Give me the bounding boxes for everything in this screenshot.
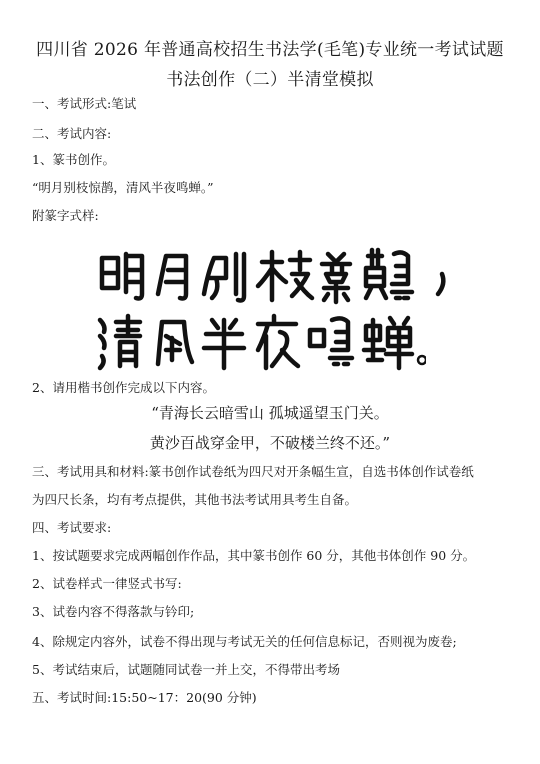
seal-glyphs-row-1 [96,244,456,308]
requirement-4: 4、除规定内容外，试卷不得出现与考试无关的任何信息标记，否则视为废卷; [32,634,457,649]
section-exam-format: 一、考试形式:笔试 [32,96,137,111]
seal-glyphs-row-2 [96,310,426,374]
requirement-3: 3、试卷内容不得落款与钤印; [32,604,195,619]
seal-sample-row-2 [96,310,426,374]
section-exam-time: 五、考试时间:15:50~17：20(90 分钟) [32,690,257,705]
requirement-2: 2、试卷样式一律竖式书写: [32,576,182,591]
exam-title: 四川省 2026 年普通高校招生书法学(毛笔)专业统一考试试题 [36,40,504,60]
section-requirements: 四、考试要求: [32,520,112,535]
seal-sample-label: 附篆字式样: [32,208,99,223]
exam-subtitle: 书法创作（二）半清堂模拟 [166,70,374,90]
requirement-5: 5、考试结束后，试题随同试卷一并上交，不得带出考场 [32,662,340,677]
section-materials-line-2: 为四尺长条，均有考点提供，其他书法考试用具考生自备。 [32,492,358,507]
item-regular-script: 2、请用楷书创作完成以下内容。 [32,380,215,395]
poem-line-2: 黄沙百战穿金甲，不破楼兰终不还。” [149,434,391,452]
requirement-1: 1、按试题要求完成两幅创作作品，其中篆书创作 60 分，其他书体创作 90 分。 [32,548,476,563]
item-seal-script: 1、篆书创作。 [32,152,115,167]
section-exam-content: 二、考试内容: [32,126,112,141]
section-materials-line-1: 三、考试用具和材料:篆书创作试卷纸为四尺对开条幅生宣，自选书体创作试卷纸 [32,464,474,479]
quote-seal-content: “明月别枝惊鹊，清风半夜鸣蝉。” [32,180,214,195]
seal-sample-row-1 [96,244,456,308]
poem-line-1: “青海长云暗雪山 孤城遥望玉门关。 [151,404,389,422]
